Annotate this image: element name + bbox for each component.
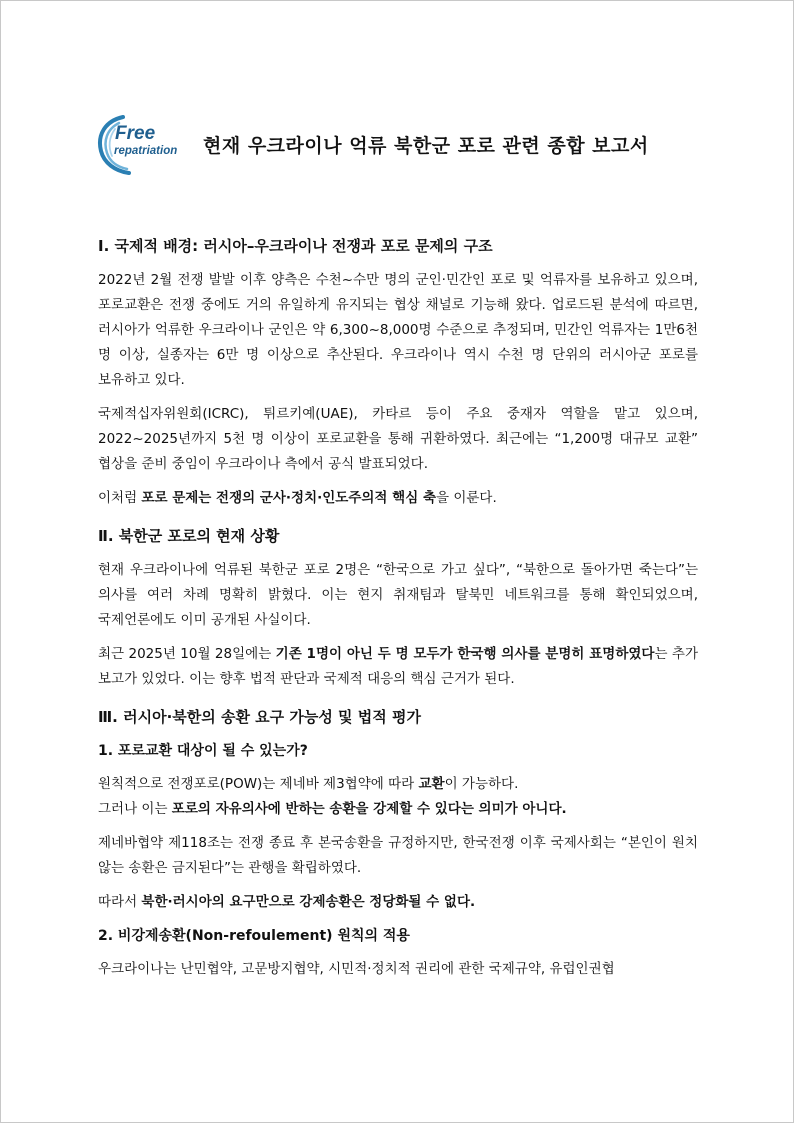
section-1-paragraph-3	[98, 486, 698, 511]
text-run: 원칙적으로 전쟁포로(POW)는 제네바 제3협약에 따라	[98, 776, 419, 792]
logo-word-repatriation: repatriation	[114, 145, 178, 157]
section-2-paragraph-1: 현재 우크라이나에 억류된 북한군 포로 2명은 “한국으로 가고 싶다”, “북한으로 돌아가면 죽는다”는 의사를 여러 차례 명확히 밝혔다. 이는 현지 취재팀과 탈북민 네트워크를 통해 확인되었으며, 국제언론에도 이미 공개된 사실이다.	[98, 562, 698, 628]
text-run: 이 가능하다.	[444, 776, 519, 792]
section-3-paragraph-4: 우크라이나는 난민협약, 고문방지협약, 시민적·정치적 권리에 관한 국제규약, 유럽인권협	[98, 961, 615, 977]
bold-text-run: 포로 문제는 전쟁의 군사·정치·인도주의적 핵심 축	[141, 490, 436, 506]
bold-text-run: 북한·러시아의 요구만으로 강제송환은 정당화될 수 없다.	[141, 894, 476, 910]
logo-word-free: Free	[115, 123, 156, 144]
section-3-subheading-1: 1. 포로교환 대상이 될 수 있는가?	[98, 743, 308, 759]
text-run: 는 추가 보고가 있었다. 이는 향후 법적 판단과 국제적 대응의 핵심 근거가 된다.	[98, 646, 699, 687]
section-1-heading: Ⅰ. 국제적 배경: 러시아–우크라이나 전쟁과 포로 문제의 구조	[98, 237, 493, 255]
bold-text-run: 기존 1명이 아닌 두 명 모두가 한국행 의사를 분명히 표명하였다	[275, 646, 655, 662]
text-run: 그러나 이는	[98, 801, 172, 817]
section-3-paragraph-1	[98, 772, 698, 797]
section-1-paragraph-1: 2022년 2월 전쟁 발발 이후 양측은 수천~수만 명의 군인·민간인 포로 및 억류자를 보유하고 있으며, 포로교환은 전쟁 중에도 거의 유일하게 유지되는 협상 채널로 기능해 왔다. 업로드된 분석에 따르면, 러시아가 억류한 우크라이나 군인은 약 6,300~8,000명 수준으로 추정되며, 민간인 억류자는 1만6천 명 이상, 실종자는 6만 명 이상으로 추산된다. 우크라이나 역시 수천 명 단위의 러시아군 포로를 보유하고 있다.	[98, 272, 698, 388]
text-run: 따라서	[98, 894, 142, 910]
free-repatriation-logo	[95, 111, 187, 175]
report-body	[98, 233, 698, 982]
text-run: 최근 2025년 10월 28일에는	[98, 646, 276, 662]
section-3-paragraph-3	[98, 890, 698, 915]
section-3-subheading-2: 2. 비강제송환(Non-refoulement) 원칙의 적용	[98, 928, 410, 944]
section-3-paragraph-2: 제네바협약 제118조는 전쟁 종료 후 본국송환을 규정하지만, 한국전쟁 이후 국제사회는 “본인이 원치 않는 송환은 금지된다”는 관행을 확립하였다.	[98, 835, 698, 876]
bold-text-run: 교환	[418, 776, 445, 792]
logo-arc-icon	[95, 111, 187, 175]
bold-text-run: 포로의 자유의사에 반하는 송환을 강제할 수 있다는 의미가 아니다.	[171, 801, 567, 817]
section-2-paragraph-2	[98, 642, 698, 692]
page-title: 현재 우크라이나 억류 북한군 포로 관련 종합 보고서	[203, 135, 649, 157]
report-header	[95, 111, 715, 175]
section-1-paragraph-2: 국제적십자위원회(ICRC), 튀르키예(UAE), 카타르 등이 주요 중재자 역할을 맡고 있으며, 2022~2025년까지 5천 명 이상이 포로교환을 통해 귀환하였다. 최근에는 “1,200명 대규모 교환” 협상을 준비 중임이 우크라이나 측에서 공식 발표되었다.	[98, 406, 698, 472]
text-run: 이처럼	[98, 490, 142, 506]
section-3-heading: Ⅲ. 러시아·북한의 송환 요구 가능성 및 법적 평가	[98, 708, 421, 726]
section-2-heading: Ⅱ. 북한군 포로의 현재 상황	[98, 527, 280, 545]
section-3-paragraph-1b	[98, 797, 698, 822]
text-run: 을 이룬다.	[436, 490, 497, 506]
